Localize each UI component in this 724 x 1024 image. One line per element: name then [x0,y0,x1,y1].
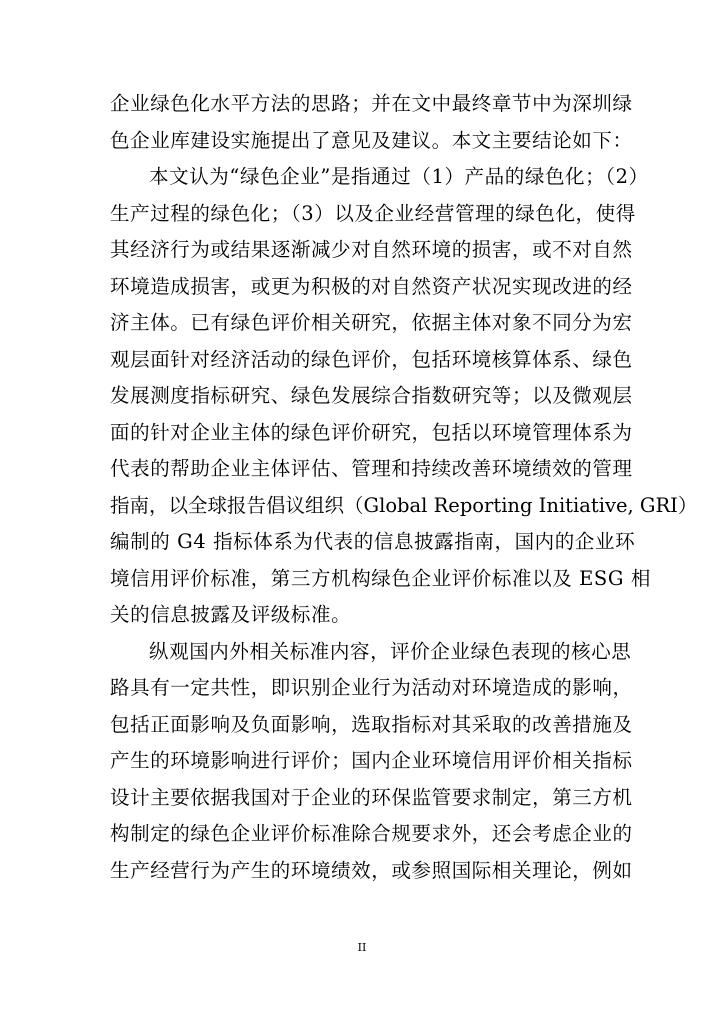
text-line: 路具有一定共性，即识别企业行为活动对环境造成的影响， [110,676,633,699]
text-line: 济主体。已有绿色评价相关研究，依据主体对象不同分为宏 [110,311,633,334]
text-line: 指南，以全球报告倡议组织（Global Reporting Initiative, GRI） [110,494,698,517]
page-number: II [357,941,367,954]
text-line: 发展测度指标研究、绿色发展综合指数研究等；以及微观层 [110,384,633,407]
text-line: 生产经营行为产生的环境绩效，或参照国际相关理论，例如 [110,859,633,882]
text-line: 编制的 G4 指标体系为代表的信息披露指南，国内的企业环 [110,530,636,553]
text-line: 设计主要依据我国对于企业的环保监管要求制定，第三方机 [110,786,633,809]
text-line: 面的针对企业主体的绿色评价研究，包括以环境管理体系为 [110,421,633,444]
text-line: 包括正面影响及负面影响，选取指标对其采取的改善措施及 [110,713,633,736]
text-line: 环境造成损害，或更为积极的对自然资产状况实现改进的经 [110,275,633,298]
text-line: 其经济行为或结果逐渐减少对自然环境的损害，或不对自然 [110,238,633,261]
text-line: 代表的帮助企业主体评估、管理和持续改善环境绩效的管理 [110,457,633,480]
text-line: 生产过程的绿色化；（3）以及企业经营管理的绿色化，使得 [110,202,636,225]
paragraph-first-line: 本文认为“绿色企业”是指通过（1）产品的绿色化；（2） [149,165,649,188]
text-line: 境信用评价标准，第三方机构绿色企业评价标准以及 ESG 相 [110,567,651,590]
paragraph-last-line: 关的信息披露及评级标准。 [110,603,352,626]
paragraph-first-line: 纵观国内外相关标准内容，评价企业绿色表现的核心思 [149,640,632,663]
text-line: 企业绿色化水平方法的思路；并在文中最终章节中为深圳绿 [110,92,633,115]
text-line: 产生的环境影响进行评价；国内企业环境信用评价相关指标 [110,749,633,772]
text-line: 观层面针对经济活动的绿色评价，包括环境核算体系、绿色 [110,348,633,371]
text-line: 色企业库建设实施提出了意见及建议。本文主要结论如下： [110,129,633,152]
text-line: 构制定的绿色企业评价标准除合规要求外，还会考虑企业的 [110,822,633,845]
